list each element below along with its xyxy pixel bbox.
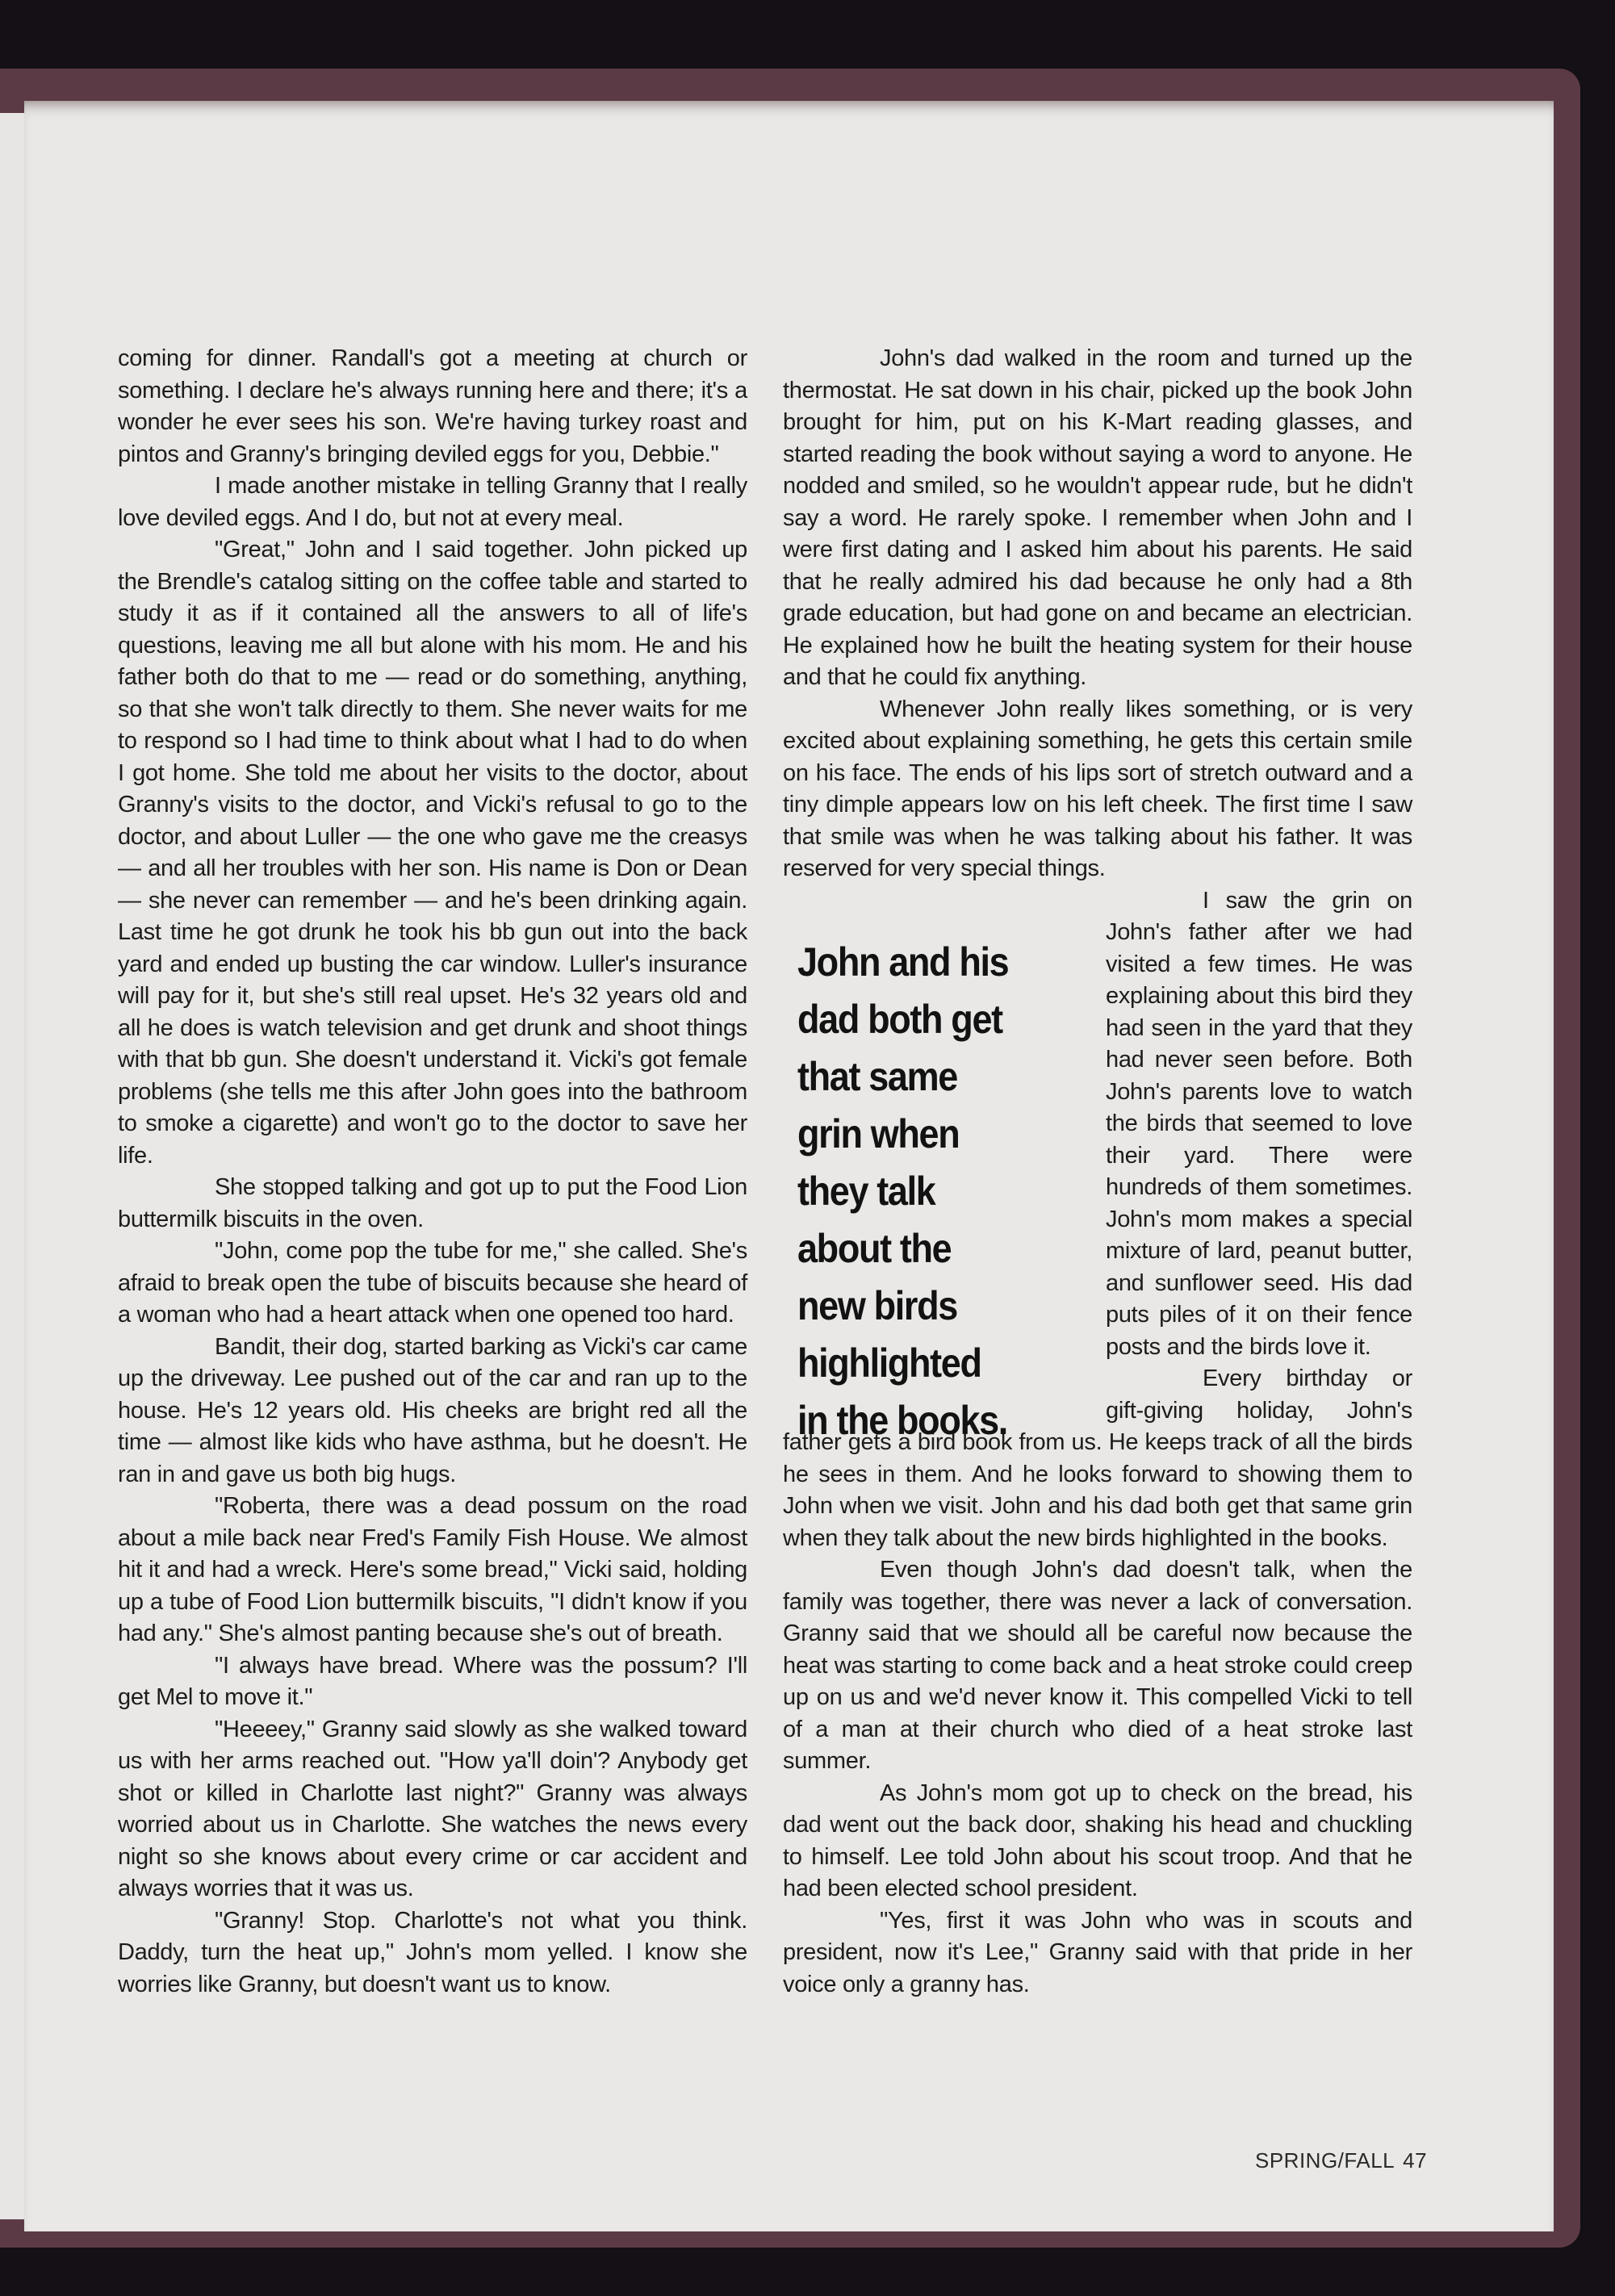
facing-page-edge xyxy=(0,113,27,2219)
paragraph: I saw the grin on John's father after we had visited a few times. He was explaining about this bird they had seen in the yard that they had never seen before. Both John's parents love to watch the birds that seemed to love their yard. There were hundreds of them sometimes. John's mom makes a special mixture of lard, peanut butter, and sunflower seed. His dad puts piles of it on their fence posts and the birds love it. xyxy=(1106,887,1412,1360)
paragraph: "I always have bread. Where was the possum? I'll get Mel to move it." xyxy=(118,1652,747,1710)
pull-quote xyxy=(783,885,1090,1443)
magazine-page xyxy=(24,101,1554,2231)
paragraph: She stopped talking and got up to put the Food Lion buttermilk biscuits in the oven. xyxy=(118,1174,747,1232)
paragraph: As John's mom got up to check on the bread, his dad went out the back door, shaking his head and chuckling to himself. Lee told John about his scout troop. And that he had been elected school president. xyxy=(783,1780,1412,1901)
paragraph: coming for dinner. Randall's got a meeting at church or something. I declare he's always running here and there; it's a wonder he ever sees his son. We're having turkey roast and pintos and Granny's bringing deviled eggs for you, Debbie." xyxy=(118,345,747,467)
paragraph: Every birthday or gift-giving holiday, John's father gets a bird book from us. He keeps track of all the birds he sees in them. And he looks forward to showing them to John when we visit. John and his dad both get that same grin when they talk about the new birds highlighted in the books. xyxy=(783,1365,1412,1551)
paragraph: John's dad walked in the room and turned up the thermostat. He sat down in his chair, picked up the book John brought for him, put on his K-Mart reading glasses, and started reading the book without saying a word to anyone. He nodded and smiled, so he wouldn't appear rude, but he didn't say a word. He rarely spoke. I remember when John and I were first dating and I asked him about his parents. He said that he really admired his dad because he only had a 8th grade education, but had gone on and became an electrician. He explained how he built the heating system for their house and that he could fix anything. xyxy=(783,345,1412,690)
paragraph: "John, come pop the tube for me," she called. She's afraid to break open the tube of biscuits because she heard of a woman who had a heart attack when one opened too hard. xyxy=(118,1238,747,1328)
paragraph: Even though John's dad doesn't talk, when the family was together, there was never a lack of conversation. Granny said that we should all be careful now because the heat was starting to come back and a heat stroke could creep up on us and we'd never know it. This compelled Vicki to tell of a man at their church who died of a heat stroke last summer. xyxy=(783,1557,1412,1774)
paragraph: "Granny! Stop. Charlotte's not what you think. Daddy, turn the heat up," John's mom yelled. I know she worries like Granny, but doesn't want us to know. xyxy=(118,1907,747,1997)
right-column xyxy=(783,343,1412,2001)
page-number: 47 xyxy=(1403,2148,1428,2173)
paragraph: Whenever John really likes something, or is very excited about explaining something, he gets this certain smile on his face. The ends of his lips sort of stretch outward and a tiny dimple appears low on his left cheek. The first time I saw that smile was when he was talking about his father. It was reserved for very special things. xyxy=(783,696,1412,881)
pull-quote-text: John and his dad both get that same grin when they talk about the new birds highlighted in the books. xyxy=(797,939,1009,1443)
paragraph: "Great," John and I said together. John picked up the Brendle's catalog sitting on the coffee table and started to study it as if it contained all the answers to all of life's questions, leaving me all but alone with his mom. He and his father both do that to me — read or do something, anything, so that she won't talk directly to them. She never waits for me to respond so I had time to think about what I had to do when I got home. She told me about her visits to the doctor, about Granny's visits to the doctor, and Vicki's refusal to go to the doctor, and about Luller — the one who gave me the creasys — and all her troubles with her son. His name is Don or Dean — she never can remember — and he's been drinking again. Last time he got drunk he took his bb gun out into the back yard and ended up busting the car window. Luller's insurance will pay for it, but she's still real upset. He's 32 years old and all he does is watch television and get drunk and shoot things with that bb gun. She doesn't understand it. Vicki's got female problems (she tells me this after John goes into the bathroom to smoke a cigarette) and won't go to the doctor to save her life. xyxy=(118,537,747,1169)
page-footer xyxy=(1255,2148,1427,2173)
paragraph: "Yes, first it was John who was in scouts and president, now it's Lee," Granny said with that pride in her voice only a granny has. xyxy=(783,1907,1412,1997)
section-name: SPRING/FALL xyxy=(1255,2148,1395,2173)
paragraph: "Heeeey," Granny said slowly as she walked toward us with her arms reached out. "How ya'll doin'? Anybody get shot or killed in Charlotte last night?" Granny was always worried about us in Charlotte. She watches the news every night so she knows about every crime or car accident and always worries that it was us. xyxy=(118,1716,747,1901)
paragraph: "Roberta, there was a dead possum on the road about a mile back near Fred's Family Fish House. We almost hit it and had a wreck. Here's some bread," Vicki said, holding up a tube of Food Lion buttermilk biscuits, "I didn't know if you had any." She's almost panting because she's out of breath. xyxy=(118,1493,747,1646)
left-column xyxy=(118,343,747,2001)
paragraph: Bandit, their dog, started barking as Vicki's car came up the driveway. Lee pushed out of the car and ran up to the house. He's 12 years old. His cheeks are bright red all the time — almost like kids who have asthma, but he doesn't. He ran in and gave us both big hugs. xyxy=(118,1333,747,1487)
paragraph: I made another mistake in telling Granny that I really love deviled eggs. And I do, but not at every meal. xyxy=(118,473,747,531)
